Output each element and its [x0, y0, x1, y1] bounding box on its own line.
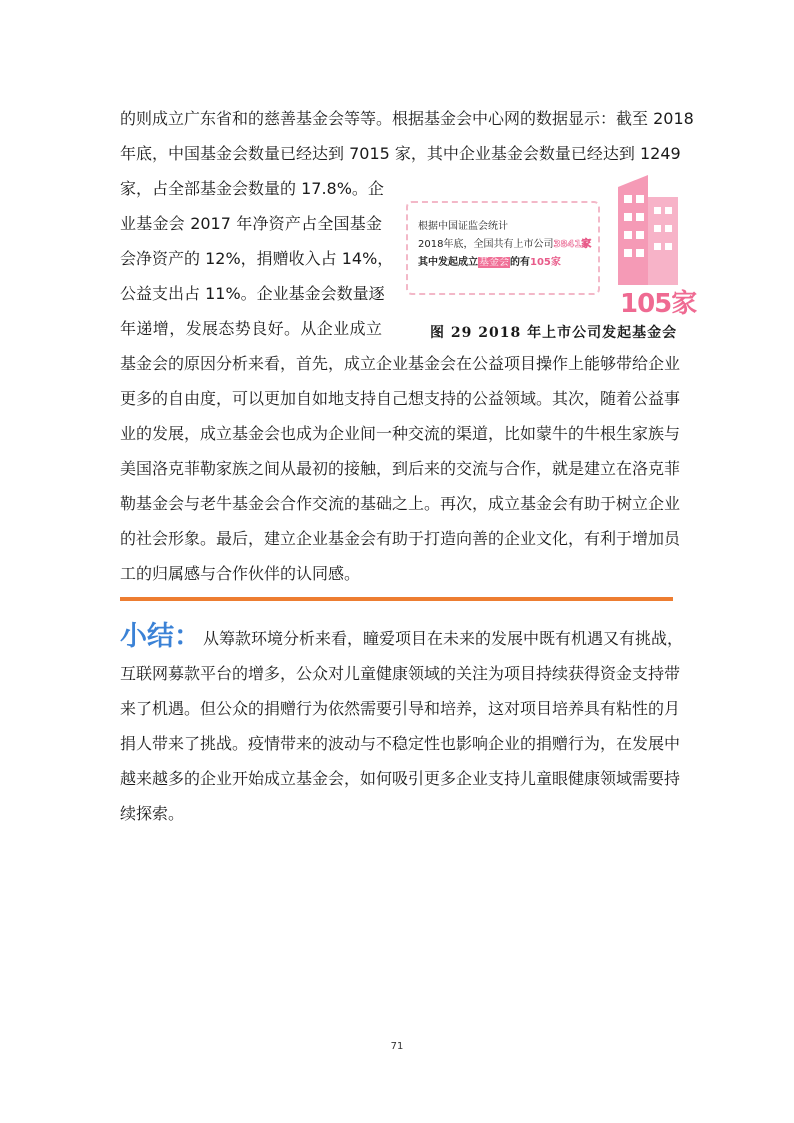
body-line: 公益支出占 11%。企业基金会数量逐 — [120, 284, 385, 303]
figure-text-line1: 根据中国证监会统计 — [418, 221, 508, 232]
body-line: 年递增，发展态势良好。从企业成立 — [120, 319, 382, 338]
body-line: 业的发展，成立基金会也成为企业间一种交流的渠道，比如蒙牛的牛根生家族与 — [120, 424, 681, 443]
body-line: 的则成立广东省和的慈善基金会等等。根据基金会中心网的数据显示：截至 2018 — [120, 109, 694, 128]
summary-line: 捐人带来了挑战。疫情带来的波动与不稳定性也影响企业的捐赠行为，在发展中 — [120, 734, 681, 753]
figure-text-line3: 其中发起成立基金会的有105家 — [418, 257, 561, 268]
body-line: 更多的自由度，可以更加自如地支持自己想支持的公益领域。其次，随着公益事 — [120, 389, 681, 408]
summary-line: 来了机遇。但公众的捐赠行为依然需要引导和培养，这对项目培养具有粘性的月 — [120, 699, 681, 718]
figure-listed-company-foundations — [400, 173, 697, 323]
body-line: 会净资产的 12%，捐赠收入占 14%， — [120, 249, 394, 268]
body-line: 年底，中国基金会数量已经达到 7015 家，其中企业基金会数量已经达到 1249 — [120, 144, 681, 163]
section-divider — [120, 597, 673, 601]
figure-caption: 图 29 2018 年上市公司发起基金会 — [430, 325, 678, 341]
summary-line: 续探索。 — [120, 804, 185, 823]
summary-label: 小结： — [120, 621, 201, 652]
body-line: 的社会形象。最后，建立企业基金会有助于打造向善的企业文化，有利于增加员 — [120, 529, 681, 548]
figure-text-line2: 2018年底，全国共有上市公司3841家 — [418, 239, 592, 250]
summary-line: 互联网募款平台的增多，公众对儿童健康领域的关注为项目持续获得资金支持带 — [120, 664, 681, 683]
page-number: 71 — [390, 1041, 404, 1052]
body-line: 美国洛克菲勒家族之间从最初的接触，到后来的交流与合作，就是建立在洛克菲 — [120, 459, 681, 478]
body-line: 业基金会 2017 年净资产占全国基金 — [120, 214, 382, 233]
summary-first-line: 从筹款环境分析来看，瞳爱项目在未来的发展中既有机遇又有挑战， — [203, 629, 684, 648]
body-line: 勒基金会与老牛基金会合作交流的基础之上。再次，成立基金会有助于树立企业 — [120, 494, 681, 513]
body-line: 基金会的原因分析来看，首先，成立企业基金会在公益项目操作上能够带给企业 — [120, 354, 681, 373]
building-icon — [608, 173, 680, 285]
body-line: 工的归属感与合作伙伴的认同感。 — [120, 564, 361, 583]
figure-company-count: 3841家 — [553, 239, 592, 250]
summary-line: 越来越多的企业开始成立基金会，如何吸引更多企业支持儿童眼健康领域需要持 — [120, 769, 681, 788]
body-line: 家，占全部基金会数量的 17.8%。企 — [120, 179, 384, 198]
figure-big-count: 105家 — [620, 289, 697, 319]
